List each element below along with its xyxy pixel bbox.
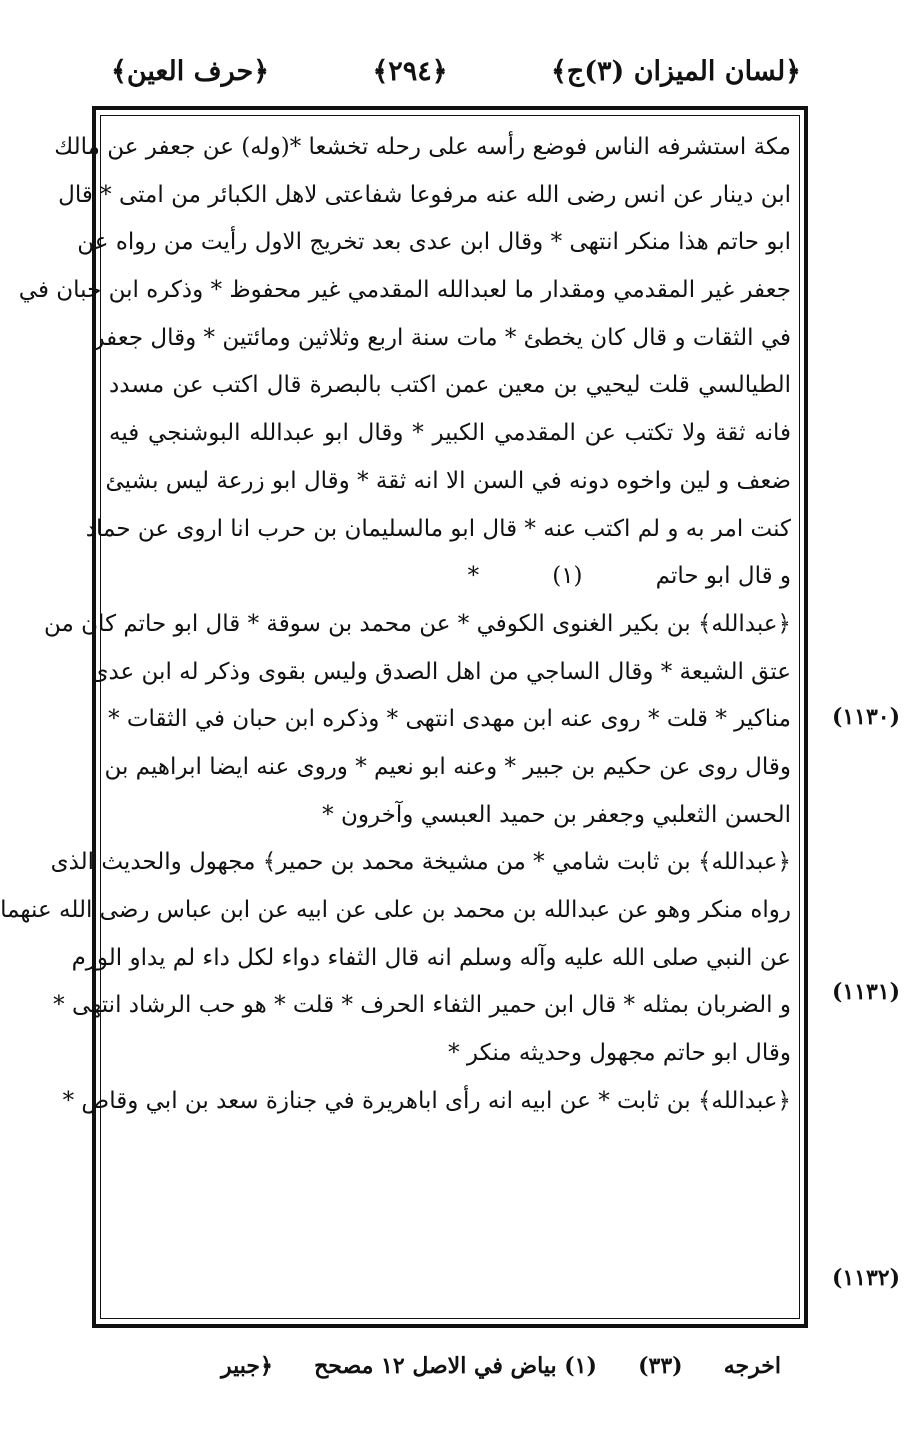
text-line: جعفر غير المقدمي ومقدار ما لعبدالله المقدمي غير محفوظ * وذكره ابن حبان في	[18, 277, 791, 304]
page-footer	[221, 1346, 781, 1386]
footer-catchword: اخرجه	[723, 1353, 781, 1379]
text-line: في الثقات و قال كان يخطئ * مات سنة اربع وثلاثين ومائتين * وقال جعفر	[93, 324, 791, 351]
footer-signature: (٣٣)	[638, 1353, 683, 1379]
header-page-number: ﴿٢٩٤﴾	[372, 55, 448, 87]
footer-note: (١) بياض في الاصل ١٢ مصحح	[314, 1353, 597, 1379]
text-line: الحسن الثعلبي وجعفر بن حميد العبسي وآخرون *	[322, 801, 791, 828]
entry-line-1132: ﴿عبدالله﴾ بن ثابت * عن ابيه انه رأى اباهريرة في جنازة سعد بن ابي وقاص *	[62, 1087, 791, 1114]
entry-line-1130: ﴿عبدالله﴾ بن بكير الغنوى الكوفي * عن محمد بن سوقة * قال ابو حاتم كان من	[44, 610, 791, 637]
footer-continuation: ﴿جبير	[221, 1353, 273, 1379]
text-line: و الضربان بمثله * قال ابن حمير الثفاء الحرف * قلت * هو حب الرشاد انتهى *	[53, 992, 791, 1019]
text-line: ابن دينار عن انس رضى الله عنه مرفوعا شفاعتى لاهل الكبائر من امتى * قال	[58, 181, 791, 208]
text-line: ضعف و لين واخوه دونه في السن الا انه ثقة * وقال ابو زرعة ليس بشيئ	[105, 467, 791, 494]
entry-number-1132: (١١٣٢)	[831, 1265, 901, 1291]
text-line: وقال روى عن حكيم بن جبير * وعنه ابو نعيم * وروى عنه ايضا ابراهيم بن	[104, 753, 791, 780]
entry-line-1131: ﴿عبدالله﴾ بن ثابت شامي * من مشيخة محمد بن حمير﴾ مجهول والحديث الذى	[50, 849, 791, 876]
text-line: عتق الشيعة * وقال الساجي من اهل الصدق وليس بقوى وذكر له ابن عدى	[90, 658, 791, 685]
entry-number-1130: (١١٣٠)	[831, 704, 901, 730]
header-book-title: ﴿لسان الميزان (٣)ج﴾	[550, 55, 801, 87]
running-header	[111, 46, 801, 96]
text-line: و قال ابو حاتم (١) *	[467, 563, 791, 590]
text-line: عن النبي صلى الله عليه وآله وسلم انه قال الثفاء دواء لكل داء لم يداو الورم	[71, 944, 791, 971]
text-line: كنت امر به و لم اكتب عنه * قال ابو مالسليمان بن حرب انا اروى عن حماد	[85, 515, 791, 542]
text-line: الطيالسي قلت ليحيي بن معين عمن اكتب بالبصرة قال اكتب عن مسدد	[109, 372, 791, 399]
entry-number-1131: (١١٣١)	[831, 979, 901, 1005]
text-line: رواه منكر وهو عن عبدالله بن محمد بن على عن ابيه عن ابن عباس رضى الله عنهما	[0, 897, 791, 923]
text-line: وقال ابو حاتم مجهول وحديثه منكر *	[448, 1040, 791, 1067]
text-line: ابو حاتم هذا منكر انتهى * وقال ابن عدى بعد تخريج الاول رأيت من رواه عن	[77, 229, 791, 256]
text-line: مكة استشرفه الناس فوضع رأسه على رحله تخشعا *(وله) عن جعفر عن مالك	[54, 134, 791, 160]
header-section-title: ﴿حرف العين﴾	[111, 55, 270, 87]
text-line: فانه ثقة ولا تكتب عن المقدمي الكبير * وقال ابو عبدالله البوشنجي فيه	[109, 420, 791, 447]
text-line: مناكير * قلت * روى عنه ابن مهدى انتهى * وذكره ابن حبان في الثقات *	[108, 706, 791, 733]
main-text-block	[0, 124, 791, 1125]
